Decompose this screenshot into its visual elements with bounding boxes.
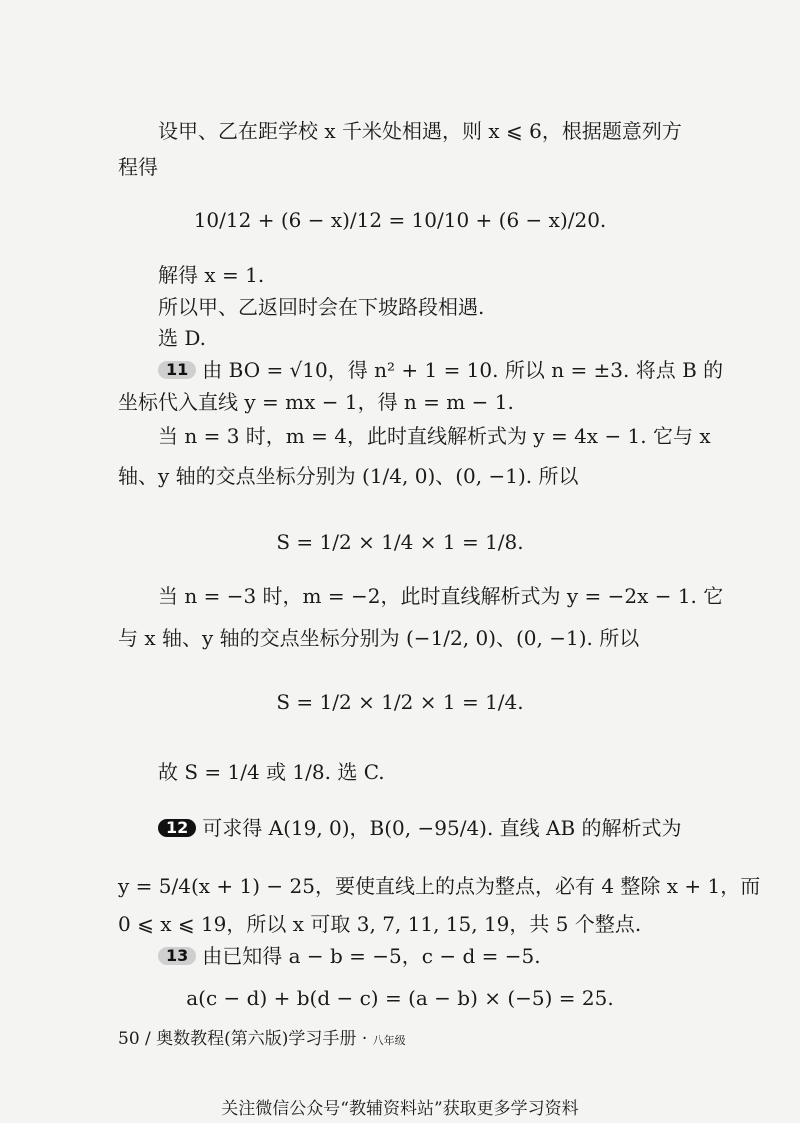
problem-12-text: 可求得 A(19, 0)，B(0, −95/4). 直线 AB 的解析式为	[202, 816, 682, 840]
problem-12-line-3: 0 ⩽ x ⩽ 19，所以 x 可取 3, 7, 11, 15, 19，共 5 个整点.	[118, 912, 642, 936]
equation-2: S = 1/2 × 1/4 × 1 = 1/8.	[276, 530, 524, 554]
problem-11-line-2: 坐标代入直线 y = mx − 1，得 n = m − 1.	[118, 390, 514, 414]
solution-line-2: 程得	[118, 155, 158, 179]
solution-line-5: 选 D.	[158, 326, 207, 350]
equation-1: 10/12 + (6 − x)/12 = 10/10 + (6 − x)/20.	[193, 208, 607, 232]
problem-11-conclusion: 故 S = 1/4 或 1/8. 选 C.	[158, 760, 385, 784]
footer-grade: 八年级	[372, 1034, 406, 1047]
problem-13-text: 由已知得 a − b = −5，c − d = −5.	[202, 944, 541, 968]
problem-badge-13: 13	[158, 947, 196, 965]
problem-11-text: 由 BO = √10，得 n² + 1 = 10. 所以 n = ±3. 将点 B 的	[202, 358, 724, 382]
solution-line-1: 设甲、乙在距学校 x 千米处相遇，则 x ⩽ 6，根据题意列方	[158, 119, 682, 143]
problem-badge-11: 11	[158, 361, 196, 379]
footer-text: 50 / 奥数教程(第六版)学习手册 ·	[118, 1029, 373, 1049]
problem-11-line-3: 当 n = 3 时，m = 4，此时直线解析式为 y = 4x − 1. 它与 x	[158, 424, 711, 448]
solution-line-4: 所以甲、乙返回时会在下坡路段相遇.	[158, 295, 485, 319]
solution-line-3: 解得 x = 1.	[158, 263, 265, 287]
problem-badge-12: 12	[158, 819, 196, 837]
problem-11-line-4: 轴、y 轴的交点坐标分别为 (1/4, 0)、(0, −1). 所以	[118, 464, 579, 488]
problem-11-line-5: 当 n = −3 时，m = −2，此时直线解析式为 y = −2x − 1. 它	[158, 584, 724, 608]
page-footer	[118, 1024, 406, 1049]
problem-13-line-1	[158, 946, 541, 966]
watermark: 关注微信公众号“教辅资料站”获取更多学习资料	[221, 1099, 579, 1119]
equation-3: S = 1/2 × 1/2 × 1 = 1/4.	[276, 690, 524, 714]
problem-11-line-1	[158, 360, 723, 380]
problem-11-line-6: 与 x 轴、y 轴的交点坐标分别为 (−1/2, 0)、(0, −1). 所以	[118, 626, 640, 650]
problem-12-line-1	[158, 818, 682, 838]
equation-4: a(c − d) + b(d − c) = (a − b) × (−5) = 25.	[186, 986, 614, 1010]
problem-12-line-2: y = 5/4(x + 1) − 25，要使直线上的点为整点，必有 4 整除 x + 1，而	[118, 874, 761, 898]
